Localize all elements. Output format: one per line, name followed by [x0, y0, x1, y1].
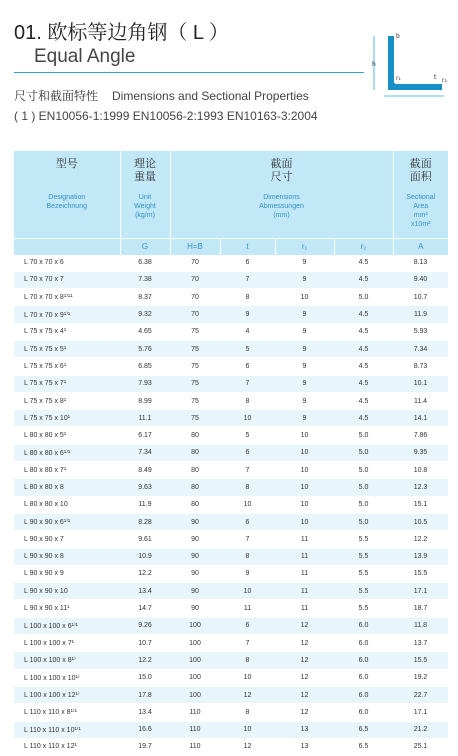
cell-designation: L 75 x 75 x 6¹ — [14, 358, 120, 375]
cell-t: 12 — [220, 686, 275, 703]
cell-r1: 10 — [275, 479, 334, 496]
unit-designation — [14, 238, 120, 255]
table-row — [14, 323, 448, 340]
cell-r2: 5.5 — [334, 565, 393, 582]
cell-r2: 4.5 — [334, 392, 393, 409]
table-row — [14, 669, 448, 686]
cell-weight: 13.4 — [120, 583, 170, 600]
header-area-en: Sectional Area mm² x10m² — [406, 194, 436, 228]
cell-weight: 12.2 — [120, 652, 170, 669]
table-row — [14, 513, 448, 530]
label-h: h — [372, 61, 376, 68]
cell-weight: 8.37 — [120, 289, 170, 306]
cell-area: 15.1 — [393, 496, 448, 513]
table-row — [14, 583, 448, 600]
cell-area: 7.86 — [393, 427, 448, 444]
title-divider — [14, 72, 364, 73]
table-row — [14, 738, 448, 755]
cell-area: 9.35 — [393, 444, 448, 461]
cell-designation: L 100 x 100 x 12¹⁾ — [14, 686, 120, 703]
table-row — [14, 496, 448, 513]
cell-area: 11.4 — [393, 392, 448, 409]
cell-r1: 9 — [275, 255, 334, 272]
cell-hb: 80 — [170, 479, 220, 496]
header-dimensions — [170, 151, 393, 238]
cell-r2: 5.0 — [334, 496, 393, 513]
table-row — [14, 635, 448, 652]
cell-r2: 6.0 — [334, 704, 393, 721]
cell-area: 14.1 — [393, 410, 448, 427]
cell-area: 8.73 — [393, 358, 448, 375]
cell-t: 9 — [220, 306, 275, 323]
cell-r1: 9 — [275, 323, 334, 340]
cell-designation: L 75 x 75 x 7¹ — [14, 375, 120, 392]
cell-r2: 5.0 — [334, 289, 393, 306]
cell-designation: L 110 x 110 x 12¹ — [14, 738, 120, 755]
cell-hb: 110 — [170, 738, 220, 755]
cell-r2: 4.5 — [334, 340, 393, 357]
unit-hb: H=B — [170, 238, 220, 255]
table-row — [14, 462, 448, 479]
cell-weight: 8.28 — [120, 513, 170, 530]
cell-t: 8 — [220, 704, 275, 721]
cell-area: 5.93 — [393, 323, 448, 340]
cell-r1: 10 — [275, 427, 334, 444]
cell-r1: 12 — [275, 669, 334, 686]
cell-area: 13.9 — [393, 548, 448, 565]
cell-designation: L 90 x 90 x 8 — [14, 548, 120, 565]
header-designation — [14, 151, 120, 238]
cell-weight: 5.76 — [120, 340, 170, 357]
cell-area: 17.1 — [393, 704, 448, 721]
cell-area: 22.7 — [393, 686, 448, 703]
cell-r2: 5.0 — [334, 427, 393, 444]
cell-r1: 12 — [275, 617, 334, 634]
cell-r1: 11 — [275, 565, 334, 582]
cell-t: 6 — [220, 358, 275, 375]
unit-a: A — [393, 238, 448, 255]
cell-r1: 12 — [275, 686, 334, 703]
cell-designation: L 70 x 70 x 9¹⁾¹ — [14, 306, 120, 323]
cell-hb: 75 — [170, 358, 220, 375]
cell-hb: 90 — [170, 531, 220, 548]
cell-hb: 75 — [170, 392, 220, 409]
cell-weight: 9.32 — [120, 306, 170, 323]
cell-hb: 70 — [170, 289, 220, 306]
cell-r1: 9 — [275, 306, 334, 323]
header-weight — [120, 151, 170, 238]
cell-weight: 10.7 — [120, 635, 170, 652]
cell-weight: 15.0 — [120, 669, 170, 686]
cell-weight: 16.6 — [120, 721, 170, 738]
cell-weight: 7.34 — [120, 444, 170, 461]
table-row — [14, 255, 448, 272]
cell-designation: L 75 x 75 x 8¹ — [14, 392, 120, 409]
cell-r2: 6.0 — [334, 617, 393, 634]
header-designation-zh: 型号 — [55, 158, 78, 170]
cell-weight: 19.7 — [120, 738, 170, 755]
cell-hb: 70 — [170, 306, 220, 323]
cell-t: 4 — [220, 323, 275, 340]
cell-hb: 70 — [170, 255, 220, 272]
cell-weight: 4.65 — [120, 323, 170, 340]
cell-area: 21.2 — [393, 721, 448, 738]
cell-t: 7 — [220, 462, 275, 479]
cell-r1: 10 — [275, 444, 334, 461]
header-area — [393, 151, 448, 238]
table-row — [14, 392, 448, 409]
cell-designation: L 110 x 110 x 10¹⁾¹ — [14, 721, 120, 738]
table-row — [14, 306, 448, 323]
cell-weight: 6.38 — [120, 255, 170, 272]
table-row — [14, 704, 448, 721]
cell-designation: L 75 x 75 x 5¹ — [14, 340, 120, 357]
cell-r2: 5.5 — [334, 583, 393, 600]
cell-area: 19.2 — [393, 669, 448, 686]
cell-weight: 7.93 — [120, 375, 170, 392]
cell-hb: 70 — [170, 271, 220, 288]
cell-r1: 10 — [275, 289, 334, 306]
cell-area: 25.1 — [393, 738, 448, 755]
cell-designation: L 90 x 90 x 11¹ — [14, 600, 120, 617]
cell-r1: 13 — [275, 721, 334, 738]
cell-hb: 110 — [170, 704, 220, 721]
cell-hb: 100 — [170, 669, 220, 686]
cell-r1: 11 — [275, 583, 334, 600]
unit-t: t — [220, 238, 275, 255]
table-row — [14, 600, 448, 617]
label-b: b — [396, 33, 400, 40]
cell-r2: 6.0 — [334, 686, 393, 703]
cell-designation: L 100 x 100 x 6¹⁾¹ — [14, 617, 120, 634]
cell-designation: L 90 x 90 x 9 — [14, 565, 120, 582]
cell-area: 10.8 — [393, 462, 448, 479]
cell-area: 13.7 — [393, 635, 448, 652]
cell-r1: 9 — [275, 358, 334, 375]
cell-area: 12.3 — [393, 479, 448, 496]
cell-t: 7 — [220, 635, 275, 652]
cell-weight: 6.85 — [120, 358, 170, 375]
table-row — [14, 479, 448, 496]
angle-section-diagram — [372, 26, 448, 98]
cell-t: 6 — [220, 255, 275, 272]
cell-hb: 100 — [170, 635, 220, 652]
header-weight-en: Unit Weight (kg/m) — [134, 194, 156, 219]
cell-designation: L 100 x 100 x 8¹⁾ — [14, 652, 120, 669]
cell-weight: 10.9 — [120, 548, 170, 565]
cell-t: 9 — [220, 565, 275, 582]
cell-r2: 4.5 — [334, 255, 393, 272]
cell-t: 7 — [220, 271, 275, 288]
cell-designation: L 70 x 70 x 6 — [14, 255, 120, 272]
cell-r1: 11 — [275, 531, 334, 548]
cell-hb: 110 — [170, 721, 220, 738]
properties-heading — [14, 87, 309, 104]
cell-r1: 9 — [275, 392, 334, 409]
cell-t: 5 — [220, 340, 275, 357]
cell-designation: L 100 x 100 x 10¹⁾ — [14, 669, 120, 686]
cell-area: 9.40 — [393, 271, 448, 288]
table-row — [14, 686, 448, 703]
cell-t: 8 — [220, 548, 275, 565]
cell-hb: 90 — [170, 583, 220, 600]
header-designation-en: Designation Bezeichnung — [46, 194, 87, 210]
cell-r2: 4.5 — [334, 306, 393, 323]
cell-designation: L 80 x 80 x 6¹⁾¹ — [14, 444, 120, 461]
cell-r1: 9 — [275, 340, 334, 357]
table-row — [14, 375, 448, 392]
cell-weight: 9.61 — [120, 531, 170, 548]
properties-zh: 尺寸和截面特性 — [14, 89, 99, 103]
cell-area: 12.2 — [393, 531, 448, 548]
cell-area: 11.8 — [393, 617, 448, 634]
cell-area: 15.5 — [393, 565, 448, 582]
cell-weight: 12.2 — [120, 565, 170, 582]
cell-r1: 11 — [275, 600, 334, 617]
cell-designation: L 75 x 75 x 4¹ — [14, 323, 120, 340]
cell-t: 8 — [220, 652, 275, 669]
cell-r2: 5.5 — [334, 600, 393, 617]
cell-t: 6 — [220, 444, 275, 461]
cell-weight: 11.1 — [120, 410, 170, 427]
table-row — [14, 427, 448, 444]
cell-r1: 10 — [275, 496, 334, 513]
cell-r2: 5.0 — [334, 462, 393, 479]
table-row — [14, 565, 448, 582]
table-row — [14, 358, 448, 375]
cell-area: 15.5 — [393, 652, 448, 669]
cell-weight: 8.49 — [120, 462, 170, 479]
table-row — [14, 721, 448, 738]
cell-t: 7 — [220, 375, 275, 392]
label-t: t — [434, 74, 437, 81]
cell-designation: L 80 x 80 x 7¹ — [14, 462, 120, 479]
cell-designation: L 90 x 90 x 10 — [14, 583, 120, 600]
cell-t: 10 — [220, 669, 275, 686]
cell-designation: L 90 x 90 x 7 — [14, 531, 120, 548]
cell-hb: 90 — [170, 513, 220, 530]
table-row — [14, 410, 448, 427]
header-area-zh: 截面 面积 — [409, 158, 432, 183]
cell-weight: 9.63 — [120, 479, 170, 496]
cell-weight: 6.17 — [120, 427, 170, 444]
cell-designation: L 90 x 90 x 6¹⁾¹ — [14, 513, 120, 530]
page-title: 01. 欧标等边角钢（ L ） — [14, 22, 229, 44]
header-weight-zh: 理论 重量 — [134, 158, 156, 183]
cell-t: 5 — [220, 427, 275, 444]
cell-designation: L 80 x 80 x 5¹ — [14, 427, 120, 444]
cell-hb: 75 — [170, 323, 220, 340]
cell-hb: 90 — [170, 548, 220, 565]
table-row — [14, 340, 448, 357]
cell-r2: 4.5 — [334, 410, 393, 427]
properties-en: Dimensions and Sectional Properties — [112, 89, 309, 103]
cell-area: 10.7 — [393, 289, 448, 306]
cell-r1: 9 — [275, 410, 334, 427]
cell-r2: 5.0 — [334, 479, 393, 496]
cell-area: 7.34 — [393, 340, 448, 357]
cell-hb: 100 — [170, 652, 220, 669]
cell-area: 17.1 — [393, 583, 448, 600]
cell-r1: 9 — [275, 375, 334, 392]
label-r2: r₂ — [442, 77, 447, 84]
cell-designation: L 80 x 80 x 8 — [14, 479, 120, 496]
cell-t: 8 — [220, 392, 275, 409]
cell-r2: 4.5 — [334, 375, 393, 392]
cell-r1: 10 — [275, 513, 334, 530]
page-subtitle: Equal Angle — [34, 46, 136, 67]
cell-r2: 6.0 — [334, 669, 393, 686]
cell-r1: 10 — [275, 462, 334, 479]
cell-t: 6 — [220, 513, 275, 530]
label-r1: r₁ — [396, 75, 401, 82]
cell-t: 6 — [220, 617, 275, 634]
table-row — [14, 617, 448, 634]
cell-r2: 4.5 — [334, 271, 393, 288]
table-row — [14, 531, 448, 548]
cell-weight: 17.8 — [120, 686, 170, 703]
table-row — [14, 444, 448, 461]
table-row — [14, 652, 448, 669]
header-dimensions-zh: 截面 尺寸 — [270, 158, 293, 183]
cell-t: 8 — [220, 479, 275, 496]
cell-weight: 14.7 — [120, 600, 170, 617]
cell-hb: 80 — [170, 427, 220, 444]
standards-line: ( 1 ) EN10056-1:1999 EN10056-2:1993 EN10163-3:2004 — [14, 109, 318, 123]
cell-weight: 13.4 — [120, 704, 170, 721]
cell-t: 12 — [220, 738, 275, 755]
cell-r2: 5.5 — [334, 531, 393, 548]
cell-hb: 75 — [170, 410, 220, 427]
section-table — [14, 151, 448, 756]
cell-r2: 4.5 — [334, 323, 393, 340]
cell-weight: 8.99 — [120, 392, 170, 409]
cell-weight: 7.38 — [120, 271, 170, 288]
cell-hb: 90 — [170, 565, 220, 582]
table-row — [14, 271, 448, 288]
cell-r2: 5.0 — [334, 513, 393, 530]
unit-r1: r₁ — [275, 238, 334, 255]
cell-t: 7 — [220, 531, 275, 548]
cell-hb: 100 — [170, 686, 220, 703]
cell-r2: 5.0 — [334, 444, 393, 461]
cell-area: 18.7 — [393, 600, 448, 617]
cell-designation: L 70 x 70 x 7 — [14, 271, 120, 288]
cell-area: 10.5 — [393, 513, 448, 530]
cell-r1: 12 — [275, 635, 334, 652]
cell-t: 8 — [220, 289, 275, 306]
cell-r2: 6.0 — [334, 652, 393, 669]
cell-t: 11 — [220, 600, 275, 617]
cell-r2: 6.5 — [334, 738, 393, 755]
cell-t: 10 — [220, 496, 275, 513]
cell-r2: 6.5 — [334, 721, 393, 738]
cell-weight: 9.26 — [120, 617, 170, 634]
unit-r2: r₂ — [334, 238, 393, 255]
cell-hb: 75 — [170, 340, 220, 357]
cell-hb: 80 — [170, 496, 220, 513]
cell-area: 8.13 — [393, 255, 448, 272]
cell-r1: 13 — [275, 738, 334, 755]
cell-hb: 75 — [170, 375, 220, 392]
cell-t: 10 — [220, 410, 275, 427]
table-row — [14, 289, 448, 306]
header-dimensions-en: Dimensions Abmessungen (mm) — [259, 194, 304, 219]
cell-hb: 80 — [170, 462, 220, 479]
cell-hb: 100 — [170, 617, 220, 634]
cell-r1: 9 — [275, 271, 334, 288]
cell-r1: 11 — [275, 548, 334, 565]
cell-weight: 11.9 — [120, 496, 170, 513]
cell-t: 10 — [220, 583, 275, 600]
unit-g: G — [120, 238, 170, 255]
cell-r2: 5.5 — [334, 548, 393, 565]
table-body — [14, 255, 448, 756]
cell-r2: 6.0 — [334, 635, 393, 652]
cell-hb: 90 — [170, 600, 220, 617]
cell-r1: 12 — [275, 704, 334, 721]
cell-designation: L 100 x 100 x 7¹ — [14, 635, 120, 652]
cell-r2: 4.5 — [334, 358, 393, 375]
cell-t: 10 — [220, 721, 275, 738]
cell-area: 10.1 — [393, 375, 448, 392]
cell-area: 11.9 — [393, 306, 448, 323]
cell-hb: 80 — [170, 444, 220, 461]
cell-r1: 12 — [275, 652, 334, 669]
table-row — [14, 548, 448, 565]
cell-designation: L 70 x 70 x 8¹⁾¹¹ — [14, 289, 120, 306]
cell-designation: L 80 x 80 x 10 — [14, 496, 120, 513]
cell-designation: L 75 x 75 x 10¹ — [14, 410, 120, 427]
cell-designation: L 110 x 110 x 8¹⁾¹ — [14, 704, 120, 721]
